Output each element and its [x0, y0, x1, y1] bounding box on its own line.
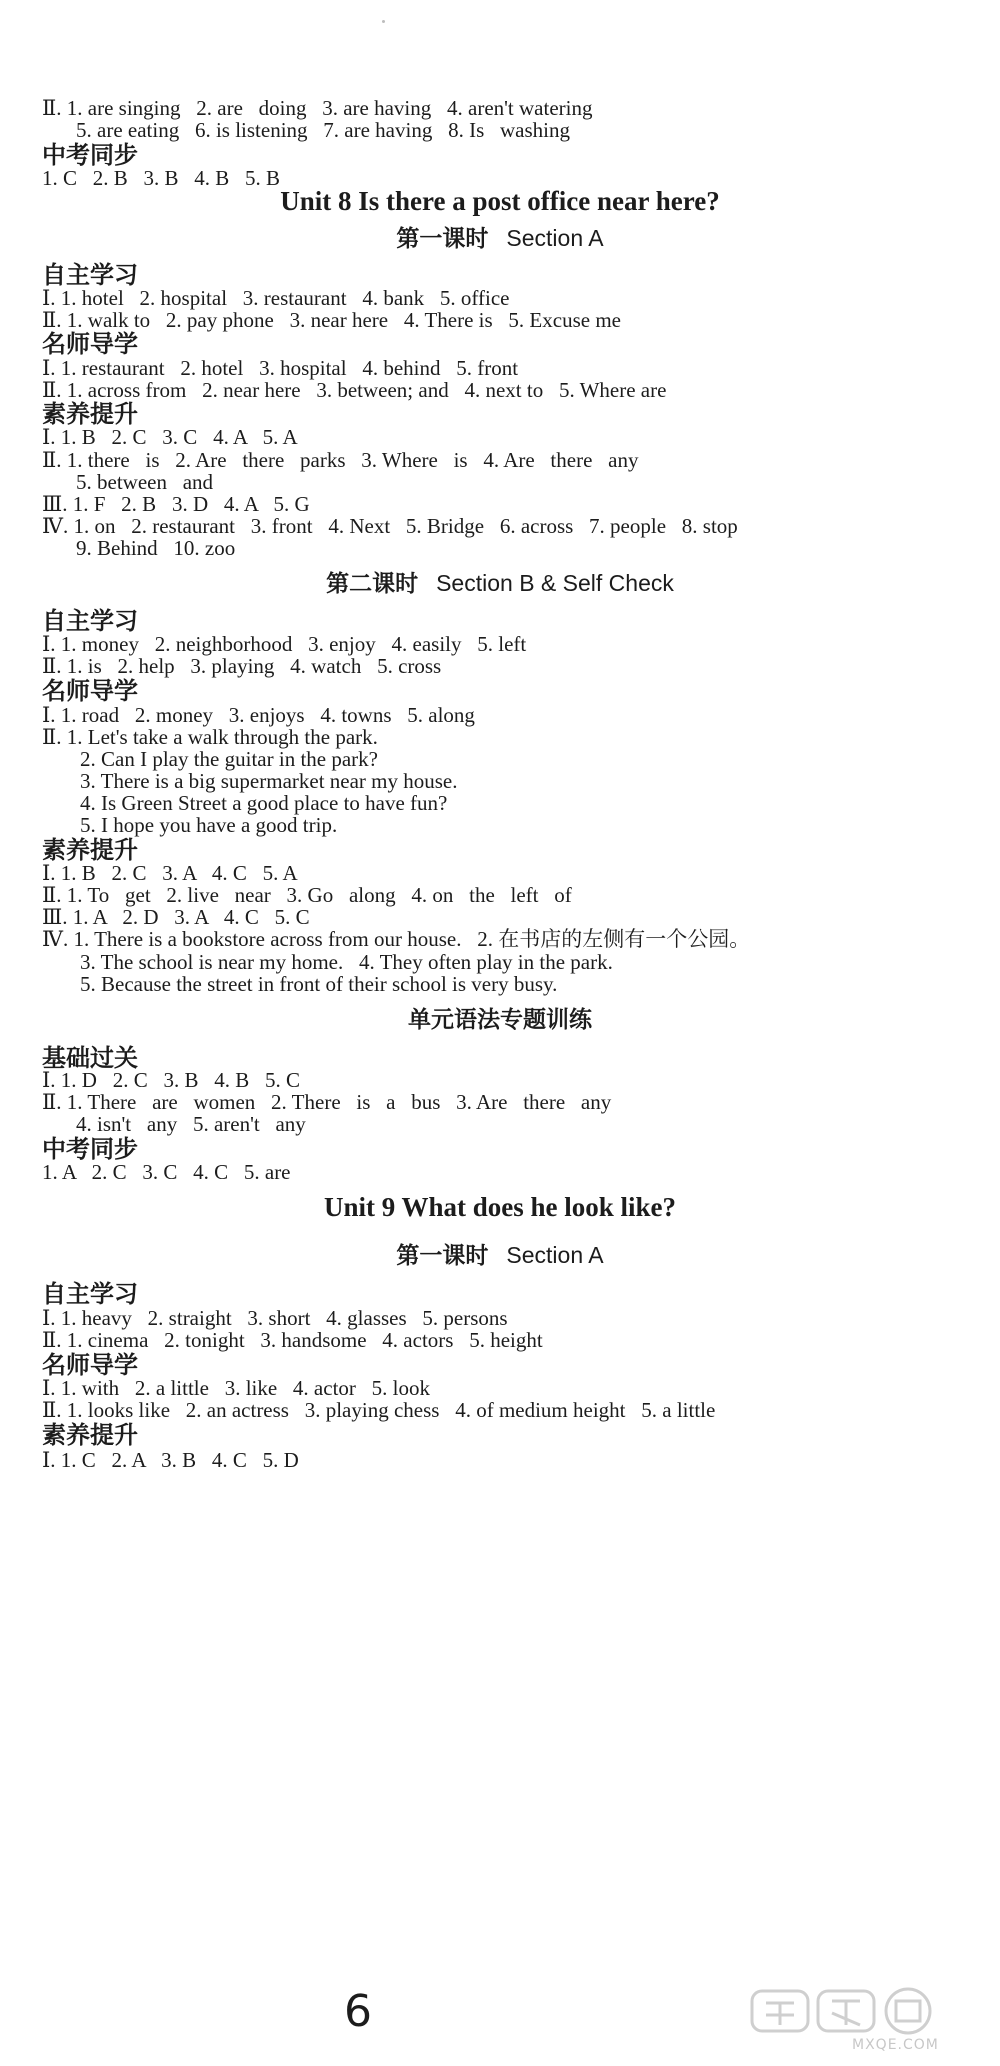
answer-line: Ⅱ. 1. looks like 2. an actress 3. playing chess 4. of medium height 5. a little: [42, 1398, 716, 1422]
answer-line: 9. Behind 10. zoo: [76, 536, 236, 560]
answer-line: Ⅰ. 1. C 2. A 3. B 4. C 5. D: [42, 1448, 299, 1472]
answer-line: Ⅰ. 1. B 2. C 3. C 4. A 5. A: [42, 425, 298, 449]
section-label: Section A: [506, 1242, 604, 1268]
answer-line: Ⅰ. 1. money 2. neighborhood 3. enjoy 4. easily 5. left: [42, 632, 527, 656]
section-label: Section A: [506, 225, 604, 251]
answer-line: 4. Is Green Street a good place to have fun?: [80, 791, 448, 815]
answer-line: 3. The school is near my home. 4. They often play in the park.: [80, 950, 613, 974]
answer-line: Ⅱ. 1. Let's take a walk through the park.: [42, 725, 378, 749]
answer-line: 1. C 2. B 3. B 4. B 5. B: [42, 166, 281, 190]
answer-line: Ⅱ. 1. There are women 2. There is a bus 3. Are there any: [42, 1090, 612, 1114]
answer-line: 4. isn't any 5. aren't any: [76, 1112, 306, 1136]
section-heading: 中考同步: [42, 141, 138, 169]
answer-line: Ⅰ. 1. road 2. money 3. enjoys 4. towns 5. along: [42, 703, 475, 727]
lesson-label: 第一课时: [396, 1243, 489, 1269]
answer-line: 2. Can I play the guitar in the park?: [80, 747, 378, 771]
answer-line: Ⅱ. 1. are singing 2. are doing 3. are having 4. aren't watering: [42, 96, 593, 120]
answer-line: 5. Because the street in front of their school is very busy.: [80, 972, 558, 996]
answer-line: Ⅰ. 1. D 2. C 3. B 4. B 5. C: [42, 1068, 300, 1092]
watermark-mark-icon: [732, 1985, 972, 2037]
section-label: Section B & Self Check: [436, 570, 674, 596]
page-number: 6: [344, 1986, 372, 2037]
section-heading: 素养提升: [42, 1421, 138, 1449]
answer-line: 5. are eating 6. is listening 7. are having 8. Is washing: [76, 118, 570, 142]
unit-8-lesson-2-heading: [0, 567, 1000, 600]
answer-line: Ⅱ. 1. is 2. help 3. playing 4. watch 5. cross: [42, 654, 442, 678]
section-heading: 素养提升: [42, 400, 138, 428]
answer-line: Ⅰ. 1. heavy 2. straight 3. short 4. glasses 5. persons: [42, 1306, 508, 1330]
lesson-label: 第二课时: [326, 571, 419, 597]
answer-line: Ⅲ. 1. A 2. D 3. A 4. C 5. C: [42, 905, 310, 929]
answer-line: 5. between and: [76, 470, 214, 494]
section-heading: 自主学习: [42, 261, 138, 289]
section-heading: 自主学习: [42, 607, 138, 635]
unit-9-title: Unit 9 What does he look like?: [323, 1192, 677, 1222]
answer-line: Ⅰ. 1. B 2. C 3. A 4. C 5. A: [42, 861, 298, 885]
scan-dot: [382, 20, 385, 23]
lesson-label: 第一课时: [396, 226, 489, 252]
answer-line: Ⅱ. 1. To get 2. live near 3. Go along 4. on the left of: [42, 883, 572, 907]
section-heading: 基础过关: [42, 1044, 138, 1072]
answer-line: Ⅳ. 1. There is a bookstore across from our house. 2. 在书店的左侧有一个公园。: [42, 927, 751, 951]
answer-line: Ⅲ. 1. F 2. B 3. D 4. A 5. G: [42, 492, 310, 516]
answer-line: Ⅱ. 1. cinema 2. tonight 3. handsome 4. actors 5. height: [42, 1328, 543, 1352]
answer-line: Ⅱ. 1. walk to 2. pay phone 3. near here 4. There is 5. Excuse me: [42, 308, 621, 332]
grammar-heading: 单元语法专题训练: [408, 1007, 592, 1033]
section-heading: 名师导学: [42, 1351, 138, 1379]
answer-line: Ⅰ. 1. hotel 2. hospital 3. restaurant 4. bank 5. office: [42, 286, 510, 310]
watermark-logo: [732, 1985, 972, 2055]
section-heading: 素养提升: [42, 836, 138, 864]
unit-8-lesson-1-heading: [0, 222, 1000, 255]
answer-line: 3. There is a big supermarket near my house.: [80, 769, 458, 793]
section-heading: 名师导学: [42, 330, 138, 358]
unit-8-title: Unit 8 Is there a post office near here?: [280, 186, 720, 216]
unit-9-lesson-1-heading: [0, 1239, 1000, 1272]
answer-line: Ⅰ. 1. with 2. a little 3. like 4. actor 5. look: [42, 1376, 430, 1400]
watermark-url: MXQE.COM: [852, 2037, 939, 2053]
answer-line: 5. I hope you have a good trip.: [80, 813, 338, 837]
answer-line: 1. A 2. C 3. C 4. C 5. are: [42, 1160, 291, 1184]
section-heading: 自主学习: [42, 1280, 138, 1308]
answer-line: Ⅰ. 1. restaurant 2. hotel 3. hospital 4. behind 5. front: [42, 356, 519, 380]
answer-line: Ⅳ. 1. on 2. restaurant 3. front 4. Next 5. Bridge 6. across 7. people 8. stop: [42, 514, 738, 538]
answer-line: Ⅱ. 1. there is 2. Are there parks 3. Where is 4. Are there any: [42, 448, 639, 472]
section-heading: 中考同步: [42, 1135, 138, 1163]
section-heading: 名师导学: [42, 677, 138, 705]
answer-line: Ⅱ. 1. across from 2. near here 3. between; and 4. next to 5. Where are: [42, 378, 667, 402]
